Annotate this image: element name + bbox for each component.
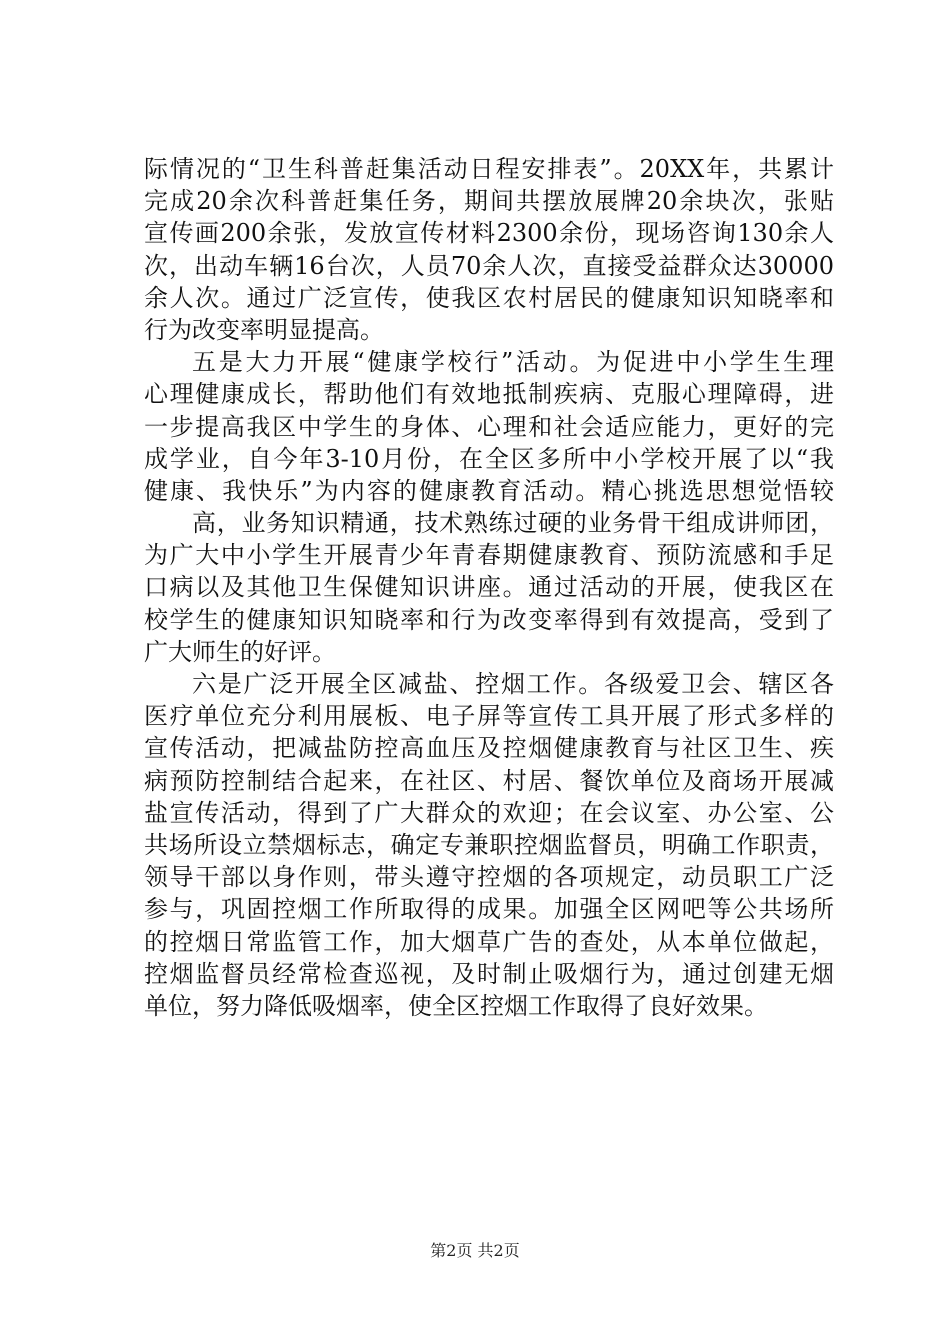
text-line: 参与，巩固控烟工作所取得的成果。加强全区网吧等公共场所 — [144, 895, 834, 924]
text-line: 口病以及其他卫生保健知识讲座。通过活动的开展，使我区在 — [144, 573, 834, 602]
text-line: 广大师生的好评。 — [144, 637, 336, 666]
paragraph-start-line: 高，业务知识精通，技术熟练过硬的业务骨干组成讲师团， — [192, 509, 834, 538]
page-number: 第2页 共2页 — [430, 1241, 520, 1260]
text-line: 宣传活动，把减盐防控高血压及控烟健康教育与社区卫生、疾 — [144, 734, 834, 763]
text-line: 校学生的健康知识知晓率和行为改变率得到有效提高，受到了 — [144, 605, 834, 634]
text-line: 心理健康成长，帮助他们有效地抵制疾病、克服心理障碍，进 — [144, 380, 834, 409]
text-line: 的控烟日常监管工作，加大烟草广告的查处，从本单位做起， — [144, 927, 834, 956]
text-line: 行为改变率明显提高。 — [144, 315, 384, 344]
text-line: 为广大中小学生开展青少年青春期健康教育、预防流感和手足 — [144, 541, 834, 570]
text-line: 病预防控制结合起来，在社区、村居、餐饮单位及商场开展减 — [144, 766, 834, 795]
text-line: 医疗单位充分利用展板、电子屏等宣传工具开展了形式多样的 — [144, 702, 834, 731]
text-line: 完成20余次科普赶集任务，期间共摆放展牌20余块次，张贴 — [144, 187, 834, 216]
text-line: 际情况的“卫生科普赶集活动日程安排表”。20XX年，共累计 — [144, 155, 834, 183]
text-line: 健康、我快乐”为内容的健康教育活动。精心挑选思想觉悟较 — [144, 476, 834, 505]
text-line: 领导干部以身作则，带头遵守控烟的各项规定，动员职工广泛 — [144, 863, 834, 892]
text-line: 次，出动车辆16台次，人员70余人次，直接受益群众达30000 — [144, 251, 834, 280]
text-line: 宣传画200余张，发放宣传材料2300余份，现场咨询130余人 — [144, 219, 834, 248]
paragraph-start-line: 五是大力开展“健康学校行”活动。为促进中小学生生理 — [192, 348, 834, 377]
paragraph-start-line: 六是广泛开展全区减盐、控烟工作。各级爱卫会、辖区各 — [192, 670, 834, 698]
text-line: 盐宣传活动，得到了广大群众的欢迎；在会议室、办公室、公 — [144, 798, 834, 827]
text-line: 控烟监督员经常检查巡视，及时制止吸烟行为，通过创建无烟 — [144, 959, 834, 988]
text-line: 一步提高我区中学生的身体、心理和社会适应能力，更好的完 — [144, 412, 834, 441]
text-line: 余人次。通过广泛宣传，使我区农村居民的健康知识知晓率和 — [144, 283, 834, 312]
text-line: 单位，努力降低吸烟率，使全区控烟工作取得了良好效果。 — [144, 991, 768, 1020]
document-body — [144, 153, 834, 1022]
text-line: 共场所设立禁烟标志，确定专兼职控烟监督员，明确工作职责， — [144, 830, 834, 859]
text-line: 成学业，自今年3-10月份，在全区多所中小学校开展了以“我 — [144, 444, 834, 473]
